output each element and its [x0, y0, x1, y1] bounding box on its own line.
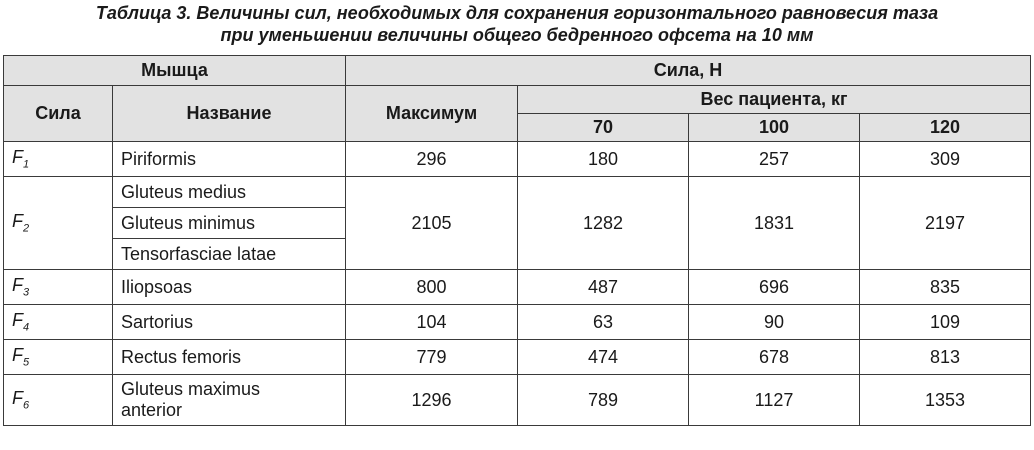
forces-table [3, 55, 1031, 426]
header-weight-70: 70 [518, 114, 689, 142]
value-70: 1282 [518, 177, 689, 270]
table-caption [0, 0, 1034, 46]
value-max: 779 [346, 340, 518, 375]
value-100: 1831 [689, 177, 860, 270]
muscle-name: Rectus femoris [113, 340, 346, 375]
value-120: 835 [860, 270, 1031, 305]
muscle-name: Sartorius [113, 305, 346, 340]
header-weight-120: 120 [860, 114, 1031, 142]
caption-line-2: при уменьшении величины общего бедренного офсета на 10 мм [220, 25, 814, 45]
value-120: 813 [860, 340, 1031, 375]
value-max: 2105 [346, 177, 518, 270]
muscle-name: Gluteus medius [113, 177, 346, 208]
force-symbol: $F_3$ [4, 270, 113, 305]
value-120: 109 [860, 305, 1031, 340]
muscle-name: Iliopsoas [113, 270, 346, 305]
table-row [4, 177, 1031, 208]
value-70: 63 [518, 305, 689, 340]
table-row [4, 340, 1031, 375]
muscle-name: Piriformis [113, 142, 346, 177]
value-100: 1127 [689, 375, 860, 426]
header-muscle: Мышца [4, 56, 346, 86]
caption-line-1: Таблица 3. Величины сил, необходимых для сохранения горизонтального равновесия таза [95, 3, 939, 23]
value-max: 1296 [346, 375, 518, 426]
value-120: 1353 [860, 375, 1031, 426]
value-100: 90 [689, 305, 860, 340]
value-max: 104 [346, 305, 518, 340]
header-name: Название [113, 86, 346, 142]
value-70: 789 [518, 375, 689, 426]
muscle-name: Gluteus minimus [113, 208, 346, 239]
muscle-name: Gluteus maximus anterior [113, 375, 346, 426]
force-symbol: $F_2$ [4, 177, 113, 270]
value-70: 180 [518, 142, 689, 177]
table-row [4, 375, 1031, 426]
header-weight-100: 100 [689, 114, 860, 142]
force-symbol: $F_1$ [4, 142, 113, 177]
value-120: 2197 [860, 177, 1031, 270]
value-120: 309 [860, 142, 1031, 177]
muscle-name: Tensorfasciae latae [113, 239, 346, 270]
value-max: 800 [346, 270, 518, 305]
header-force: Сила [4, 86, 113, 142]
value-70: 487 [518, 270, 689, 305]
table-row [4, 270, 1031, 305]
table-row [4, 142, 1031, 177]
value-max: 296 [346, 142, 518, 177]
force-symbol: $F_5$ [4, 340, 113, 375]
value-100: 678 [689, 340, 860, 375]
value-100: 257 [689, 142, 860, 177]
header-weight: Вес пациента, кг [518, 86, 1031, 114]
header-force-n: Сила, Н [346, 56, 1031, 86]
force-symbol: $F_4$ [4, 305, 113, 340]
header-maximum: Максимум [346, 86, 518, 142]
force-symbol: $F_6$ [4, 375, 113, 426]
value-70: 474 [518, 340, 689, 375]
value-100: 696 [689, 270, 860, 305]
table-row [4, 305, 1031, 340]
